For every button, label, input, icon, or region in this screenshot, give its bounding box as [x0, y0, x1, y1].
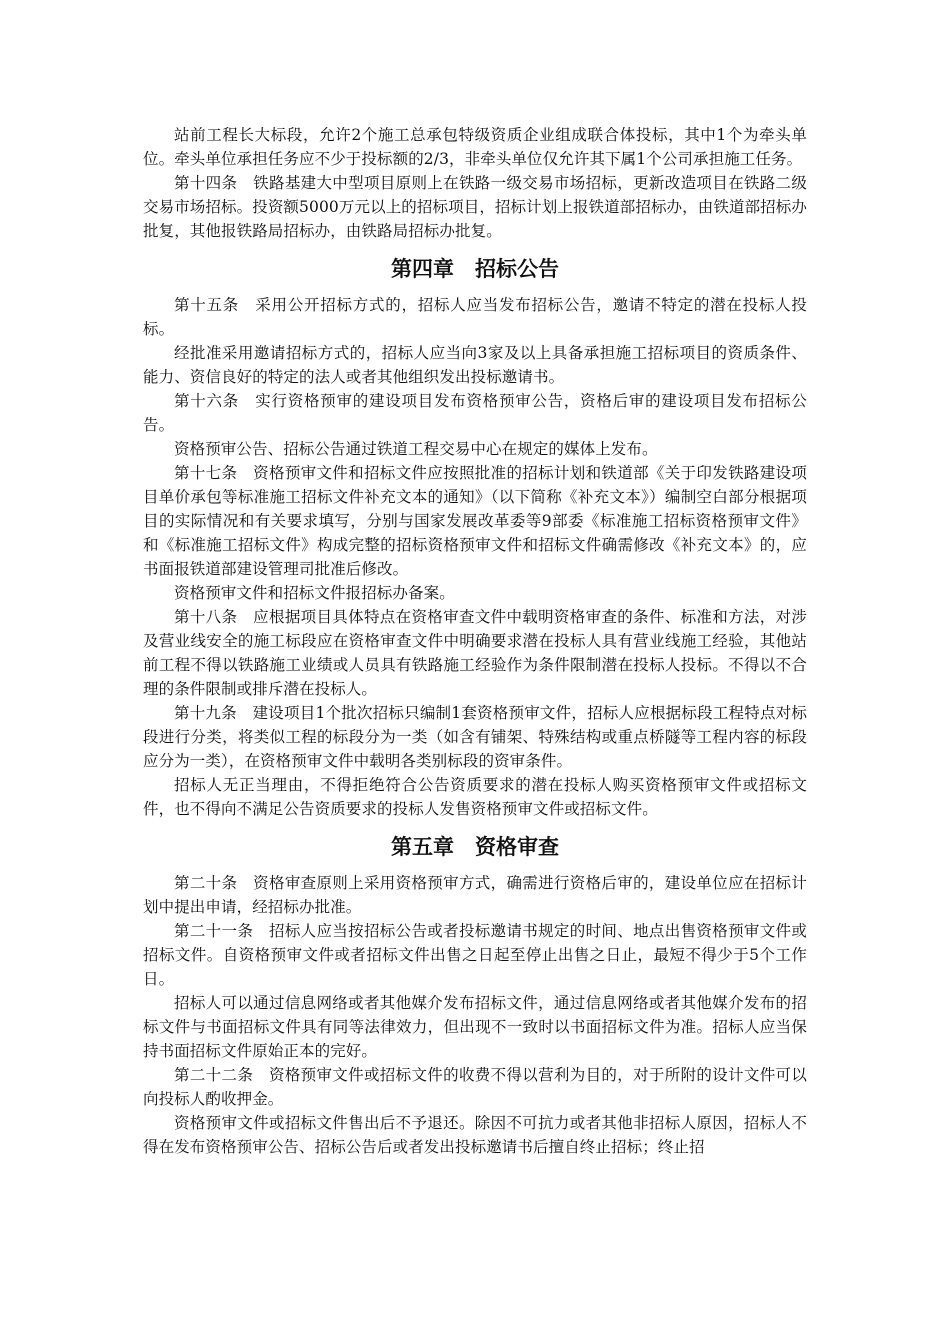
paragraph: 资格预审文件和招标文件报招标办备案。 [174, 584, 455, 602]
paragraph: 第十八条 应根据项目具体特点在资格审查文件中载明资格审查的条件、标准和方法，对涉及营业线安全的施工标段应在资格审查文件中明确要求潜在投标人具有营业线施工经验，其他站前工程不得以铁路施工业绩或人员具有铁路施工经验作为条件限制潜在投标人投标。不得以不合理的条件限制或排斥潜在投标人。 [143, 608, 807, 698]
chapter-heading: 第五章 资格审查 [391, 835, 559, 859]
paragraph: 第二十一条 招标人应当按招标公告或者投标邀请书规定的时间、地点出售资格预审文件或招标文件。自资格预审文件或者招标文件出售之日起至停止出售之日止，最短不得少于5个工作日。 [143, 922, 807, 988]
paragraph: 第十四条 铁路基建大中型项目原则上在铁路一级交易市场招标，更新改造项目在铁路二级交易市场招标。投资额5000万元以上的招标项目，招标计划上报铁道部招标办，由铁道部招标办批复，其他报铁路局招标办，由铁路局招标办批复。 [143, 174, 807, 240]
paragraph: 站前工程长大标段，允许2个施工总承包特级资质企业组成联合体投标，其中1个为牵头单位。牵头单位承担任务应不少于投标额的2/3，非牵头单位仅允许其下属1个公司承担施工任务。 [143, 126, 807, 168]
paragraph: 资格预审公告、招标公告通过铁道工程交易中心在规定的媒体上发布。 [174, 440, 658, 458]
paragraph: 招标人可以通过信息网络或者其他媒介发布招标文件，通过信息网络或者其他媒介发布的招标文件与书面招标文件具有同等法律效力，但出现不一致时以书面招标文件为准。招标人应当保持书面招标文件原始正本的完好。 [143, 994, 807, 1060]
paragraph: 经批准采用邀请招标方式的，招标人应当向3家及以上具备承担施工招标项目的资质条件、能力、资信良好的特定的法人或者其他组织发出投标邀请书。 [143, 344, 807, 386]
paragraph: 第十九条 建设项目1个批次招标只编制1套资格预审文件，招标人应根据标段工程特点对标段进行分类，将类似工程的标段分为一类（如含有铺架、特殊结构或重点桥隧等工程内容的标段应分为一类），在资格预审文件中载明各类别标段的资审条件。 [143, 704, 807, 770]
paragraph: 第十七条 资格预审文件和招标文件应按照批准的招标计划和铁道部《关于印发铁路建设项目单价承包等标准施工招标文件补充文本的通知》（以下简称《补充文本》）编制空白部分根据项目的实际情况和有关要求填写，分别与国家发展改革委等9部委《标准施工招标资格预审文件》和《标准施工招标文件》构成完整的招标资格预审文件和招标文件确需修改《补充文本》的，应书面报铁道部建设管理司批准后修改。 [143, 464, 807, 578]
paragraph: 招标人无正当理由，不得拒绝符合公告资质要求的潜在投标人购买资格预审文件或招标文件，也不得向不满足公告资质要求的投标人发售资格预审文件或招标文件。 [143, 776, 807, 818]
paragraph: 第十五条 采用公开招标方式的，招标人应当发布招标公告，邀请不特定的潜在投标人投标。 [143, 296, 807, 338]
paragraph: 第十六条 实行资格预审的建设项目发布资格预审公告，资格后审的建设项目发布招标公告。 [143, 392, 807, 434]
paragraph: 第二十条 资格审查原则上采用资格预审方式，确需进行资格后审的，建设单位应在招标计划中提出申请，经招标办批准。 [143, 874, 807, 916]
paragraph: 资格预审文件或招标文件售出后不予退还。除因不可抗力或者其他非招标人原因，招标人不得在发布资格预审公告、招标公告后或者发出投标邀请书后擅自终止招标；终止招 [143, 1114, 807, 1156]
paragraph: 第二十二条 资格预审文件或招标文件的收费不得以营利为目的，对于所附的设计文件可以向投标人酌收押金。 [143, 1066, 807, 1108]
document-page [143, 123, 807, 1159]
chapter-heading: 第四章 招标公告 [391, 257, 559, 281]
